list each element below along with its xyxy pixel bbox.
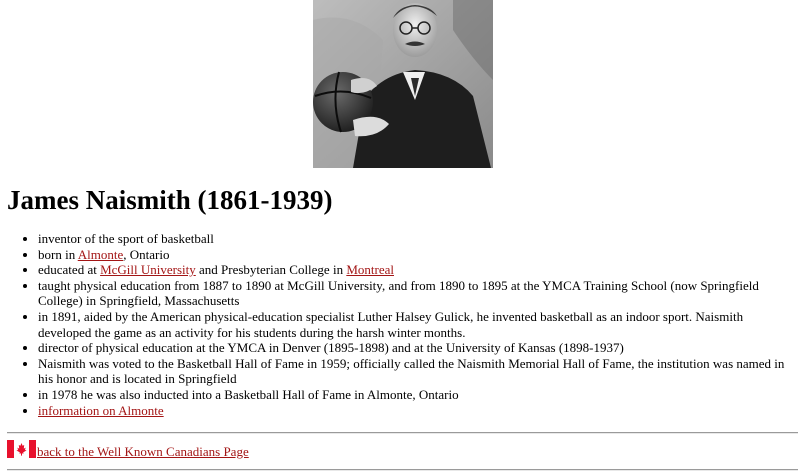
- fact-item: [38, 262, 800, 278]
- fact-text: educated at: [38, 262, 101, 278]
- page-title: James Naismith (1861-1939): [7, 185, 333, 215]
- fact-link[interactable]: information on Almonte: [38, 402, 164, 418]
- fact-item: [38, 356, 800, 387]
- fact-link[interactable]: McGill University: [100, 262, 196, 278]
- back-link-row: [7, 440, 249, 459]
- facts-list: [0, 231, 800, 418]
- portrait-photo: [313, 0, 493, 168]
- canadian-flag-icon: [7, 440, 36, 458]
- fact-link[interactable]: Almonte: [77, 246, 124, 262]
- fact-item: [38, 387, 800, 403]
- fact-text: in 1891, aided by the American physical-education specialist Luther Halsey Gulick, he invented basketball as an indoor sport. Naismith developed the game as an activity for his students during the harsh winter months.: [38, 308, 744, 340]
- fact-item: [38, 403, 800, 419]
- fact-item: [38, 309, 800, 340]
- back-to-canadians-link[interactable]: back to the Well Known Canadians Page: [37, 444, 249, 459]
- divider: [7, 469, 798, 471]
- fact-text: , Ontario: [123, 246, 170, 262]
- fact-text: director of physical education at the YMCA in Denver (1895-1898) and at the University of Kansas (1898-1937): [38, 340, 624, 356]
- portrait-photo-icon: [313, 0, 493, 168]
- fact-text: taught physical education from 1887 to 1890 at McGill University, and from 1890 to 1895 at the YMCA Training School (now Springfield College) in Springfield, Massachusetts: [38, 277, 759, 309]
- fact-text: in 1978 he was also inducted into a Basketball Hall of Fame in Almonte, Ontario: [38, 386, 459, 402]
- fact-text: Naismith was voted to the Basketball Hall of Fame in 1959; officially called the Naismith Memorial Hall of Fame, the institution was named in his honor and is located in Springfield: [38, 355, 785, 387]
- fact-text: inventor of the sport of basketball: [38, 231, 214, 246]
- divider: [7, 432, 798, 434]
- fact-item: [38, 231, 800, 247]
- fact-text: and Presbyterian College in: [195, 262, 347, 278]
- fact-item: [38, 247, 800, 263]
- fact-text: born in: [38, 246, 78, 262]
- fact-item: [38, 340, 800, 356]
- fact-link[interactable]: Montreal: [346, 262, 394, 278]
- fact-item: [38, 278, 800, 309]
